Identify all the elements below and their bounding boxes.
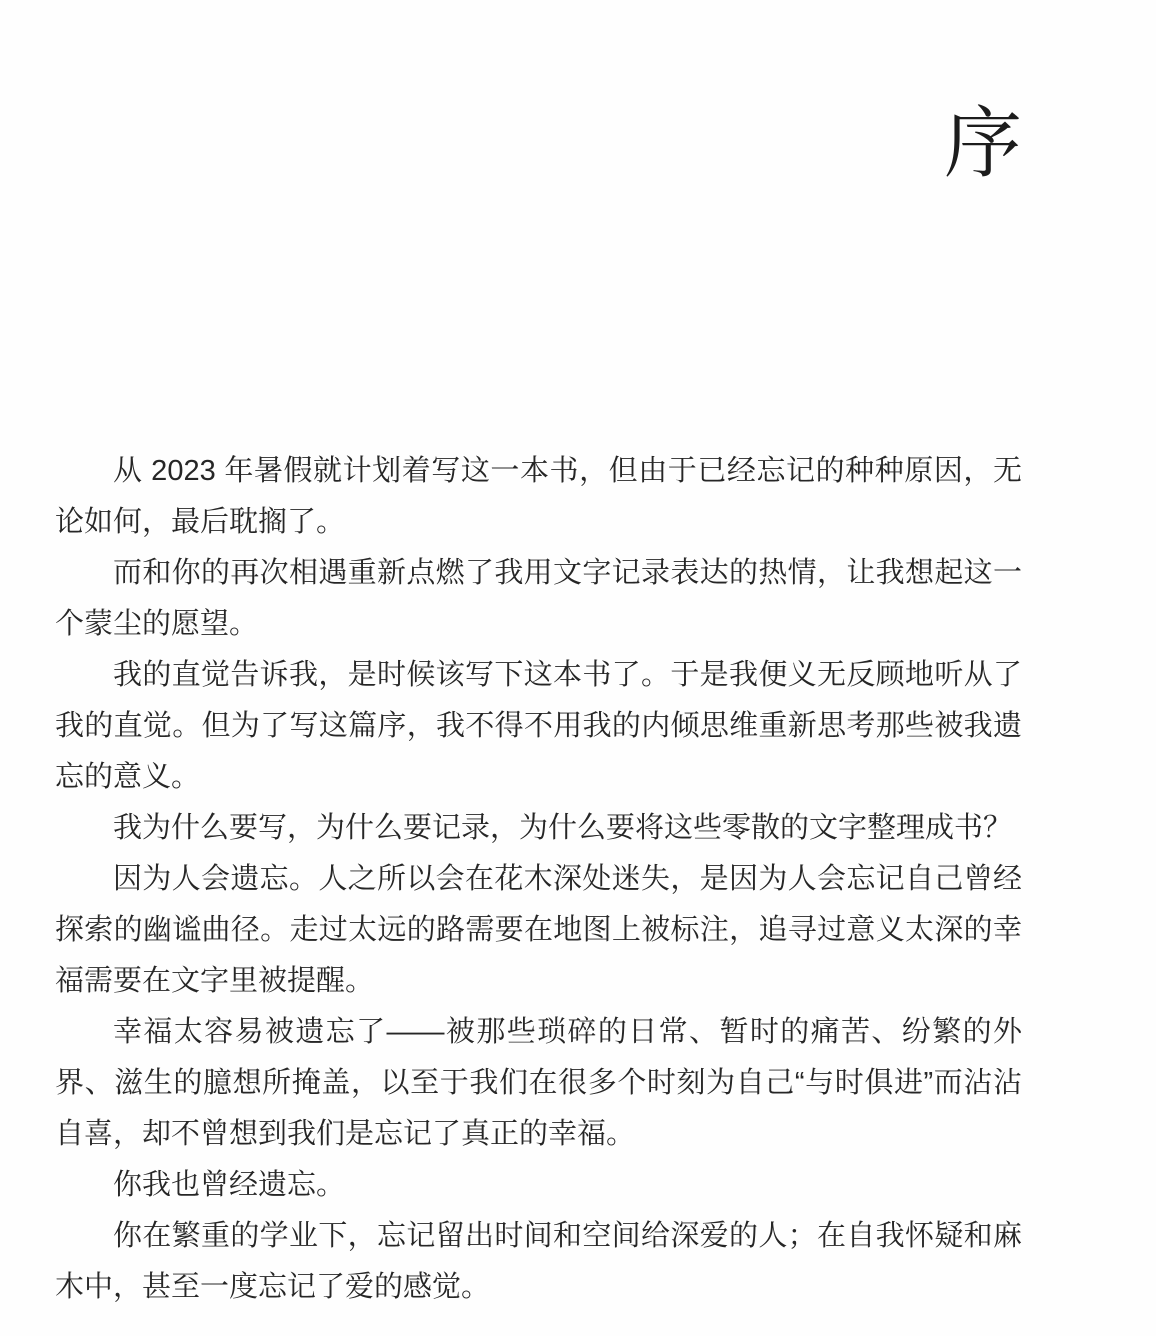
preface-paragraph: 因为人会遗忘。人之所以会在花木深处迷失，是因为人会忘记自己曾经探索的幽谧曲径。走过太远的路需要在地图上被标注，追寻过意义太深的幸福需要在文字里被提醒。 xyxy=(55,863,1022,997)
preface-paragraph: 而和你的再次相遇重新点燃了我用文字记录表达的热情，让我想起这一个蒙尘的愿望。 xyxy=(55,557,1022,640)
preface-paragraph: 幸福太容易被遗忘了——被那些琐碎的日常、暂时的痛苦、纷繁的外界、滋生的臆想所掩盖，以至于我们在很多个时刻为自己“与时俱进”而沾沾自喜，却不曾想到我们是忘记了真正的幸福。 xyxy=(55,1016,1022,1150)
preface-paragraph: 你我也曾经遗忘。 xyxy=(113,1169,346,1201)
preface-paragraph: 我的直觉告诉我，是时候该写下这本书了。于是我便义无反顾地听从了我的直觉。但为了写这篇序，我不得不用我的内倾思维重新思考那些被我遗忘的意义。 xyxy=(55,659,1022,793)
preface-paragraph: 我为什么要写，为什么要记录，为什么要将这些零散的文字整理成书？ xyxy=(113,812,1013,844)
preface-paragraph: 你在繁重的学业下，忘记留出时间和空间给深爱的人；在自我怀疑和麻木中，甚至一度忘记了爱的感觉。 xyxy=(55,1220,1022,1303)
preface-paragraph: 从 2023 年暑假就计划着写这一本书，但由于已经忘记的种种原因，无论如何，最后耽搁了。 xyxy=(55,455,1022,538)
page-title: 序 xyxy=(943,99,1022,187)
preface-body xyxy=(0,446,1156,1313)
